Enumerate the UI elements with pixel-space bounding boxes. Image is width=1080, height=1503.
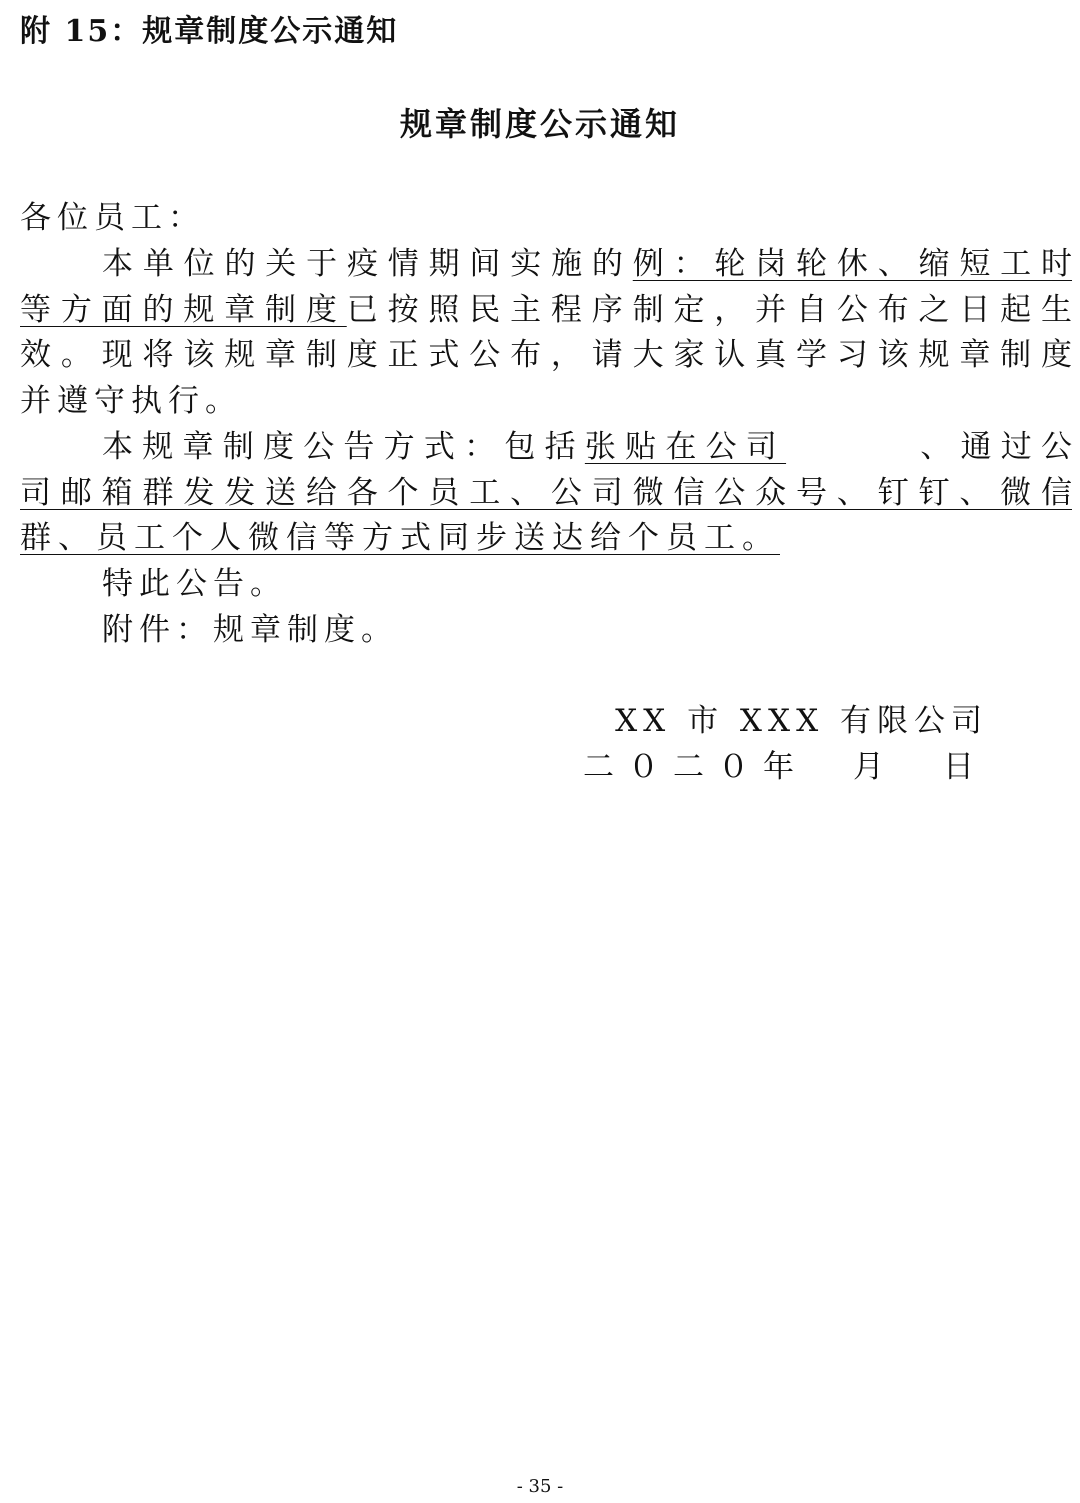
page-number: - 35 - [516,1476,564,1497]
attachment-note: 附件：规章制度。 [102,612,398,648]
paragraph-1-line-4: 并遵守执行。 [20,383,242,419]
paragraph-2-line-1: 本规章制度公告方式：包括张贴在公司 、通过公 [102,429,1073,465]
signature-company: XX 市 XXX 有限公司 [615,703,988,739]
salutation: 各位员工： [20,200,205,236]
paragraph-1-line-1: 本单位的关于疫情期间实施的例：轮岗轮休、缩短工时 [102,246,1073,282]
underlined-fill-text: 等方面的规章制度 [20,292,347,328]
signature-date: 二０二０年 月 日 [583,749,988,785]
paragraph-1-line-2: 等方面的规章制度已按照民主程序制定，并自公布之日起生 [20,292,1073,328]
paragraph-2-line-2: 司邮箱群发发送给各个员工、公司微信公众号、钉钉、微信 [20,475,1072,511]
paragraph-2-line-3: 群、员工个人微信等方式同步送达给个员工。 [20,520,780,556]
underlined-fill-text: 例：轮岗轮休、缩短工时 [632,246,1073,282]
paragraph-1-line-3: 效。现将该规章制度正式公布，请大家认真学习该规章制度 [20,337,1072,373]
appendix-heading: 附 15：规章制度公示通知 [20,14,399,49]
underlined-fill-text: 张贴在公司 [584,429,787,465]
closing-text: 特此公告。 [102,566,287,602]
document-title: 规章制度公示通知 [399,105,680,143]
